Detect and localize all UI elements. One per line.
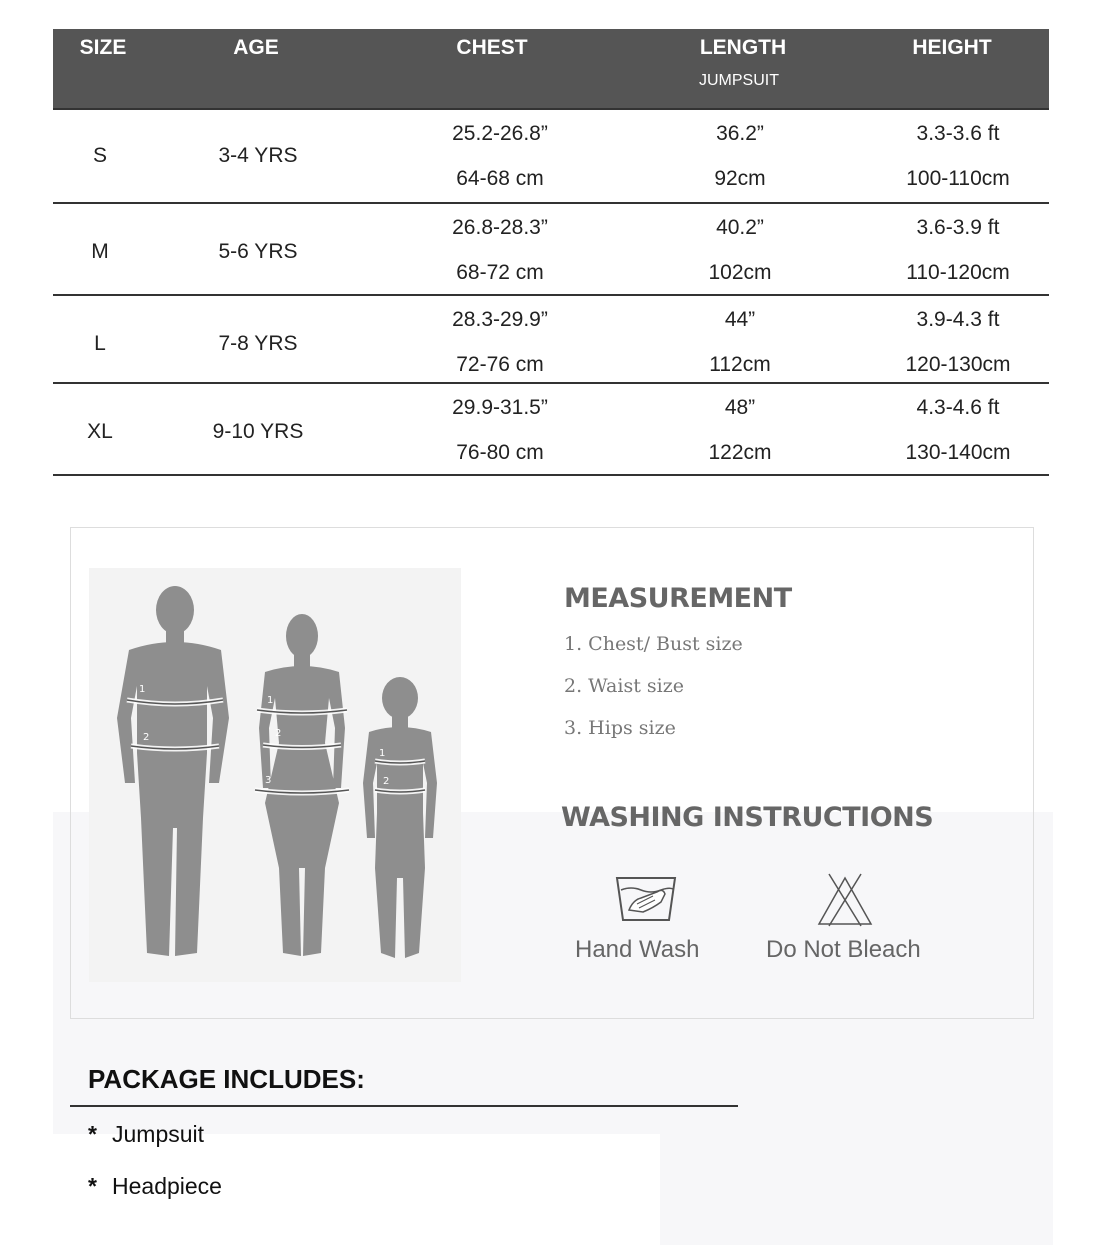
cell-chest-in: 28.3-29.9” — [452, 308, 548, 331]
cell-height-ft: 3.3-3.6 ft — [916, 122, 1000, 145]
cell-chest-cm: 72-76 cm — [456, 353, 544, 376]
no-bleach-icon — [815, 872, 875, 928]
cell-chest-in: 25.2-26.8” — [452, 122, 548, 145]
cell-height-cm: 120-130cm — [905, 353, 1011, 376]
cell-length-cm: 102cm — [708, 261, 772, 284]
cell-length-in: 40.2” — [716, 216, 764, 239]
measurement-panel — [70, 527, 1034, 1019]
cell-size: M — [91, 240, 109, 263]
header-length-sub: JUMPSUIT — [699, 72, 779, 89]
cell-age: 9-10 YRS — [212, 420, 304, 443]
cell-length-cm: 122cm — [708, 441, 772, 464]
cell-height-ft: 3.9-4.3 ft — [916, 308, 1000, 331]
body-figures-svg — [89, 568, 461, 982]
cell-length-in: 48” — [724, 396, 756, 419]
package-item — [88, 1121, 204, 1148]
hand-wash-label: Hand Wash — [575, 936, 700, 963]
cell-age: 5-6 YRS — [218, 240, 298, 263]
cell-chest-cm: 64-68 cm — [456, 167, 544, 190]
header-age: AGE — [233, 36, 279, 59]
fig-label-1: 1 — [379, 748, 386, 759]
cell-chest-in: 29.9-31.5” — [452, 396, 548, 419]
no-bleach-label: Do Not Bleach — [766, 936, 921, 963]
bullet-icon: * — [88, 1121, 97, 1147]
fig-label-1: 1 — [139, 684, 146, 695]
washing-title: WASHING INSTRUCTIONS — [561, 802, 934, 833]
package-item-label: Jumpsuit — [112, 1121, 205, 1147]
cell-size: XL — [87, 420, 113, 443]
package-item — [88, 1173, 222, 1200]
cell-age: 3-4 YRS — [218, 144, 298, 167]
measurement-title: MEASUREMENT — [564, 583, 792, 614]
cell-length-cm: 92cm — [714, 167, 766, 190]
cell-age: 7-8 YRS — [218, 332, 298, 355]
table-row — [53, 108, 1049, 204]
background-panel — [340, 1120, 660, 1132]
size-chart-table — [53, 29, 1049, 476]
cell-length-in: 44” — [724, 308, 756, 331]
cell-height-cm: 110-120cm — [906, 261, 1010, 284]
table-row — [53, 384, 1049, 476]
fig-label-3: 3 — [265, 775, 272, 786]
background-panel — [660, 1000, 1053, 1245]
cell-height-ft: 4.3-4.6 ft — [916, 396, 1000, 419]
cell-height-ft: 3.6-3.9 ft — [916, 216, 1000, 239]
package-divider — [70, 1105, 738, 1107]
cell-size: L — [94, 332, 106, 355]
cell-size: S — [92, 144, 107, 167]
cell-height-cm: 130-140cm — [905, 441, 1011, 464]
body-figures-illustration — [89, 568, 461, 982]
fig-label-2: 2 — [143, 732, 150, 743]
cell-length-in: 36.2” — [716, 122, 764, 145]
hand-wash-icon — [613, 874, 679, 926]
header-height: HEIGHT — [912, 36, 992, 59]
cell-chest-cm: 68-72 cm — [456, 261, 544, 284]
header-size: SIZE — [79, 36, 127, 59]
cell-chest-cm: 76-80 cm — [456, 441, 544, 464]
header-length: LENGTH — [699, 36, 787, 59]
fig-label-1: 1 — [267, 695, 274, 706]
package-title: PACKAGE INCLUDES: — [88, 1064, 365, 1094]
table-row — [53, 204, 1049, 296]
package-item-label: Headpiece — [112, 1173, 222, 1199]
cell-height-cm: 100-110cm — [906, 167, 1010, 190]
bullet-icon: * — [88, 1173, 97, 1199]
table-header — [53, 29, 1049, 108]
table-row — [53, 296, 1049, 384]
measurement-item: 3. Hips size — [564, 717, 676, 739]
cell-length-cm: 112cm — [709, 353, 771, 376]
fig-label-2: 2 — [383, 776, 390, 787]
cell-chest-in: 26.8-28.3” — [452, 216, 548, 239]
fig-label-2: 2 — [275, 728, 282, 739]
measurement-item: 2. Waist size — [564, 675, 684, 697]
header-chest: CHEST — [456, 36, 528, 59]
measurement-item: 1. Chest/ Bust size — [564, 633, 743, 655]
